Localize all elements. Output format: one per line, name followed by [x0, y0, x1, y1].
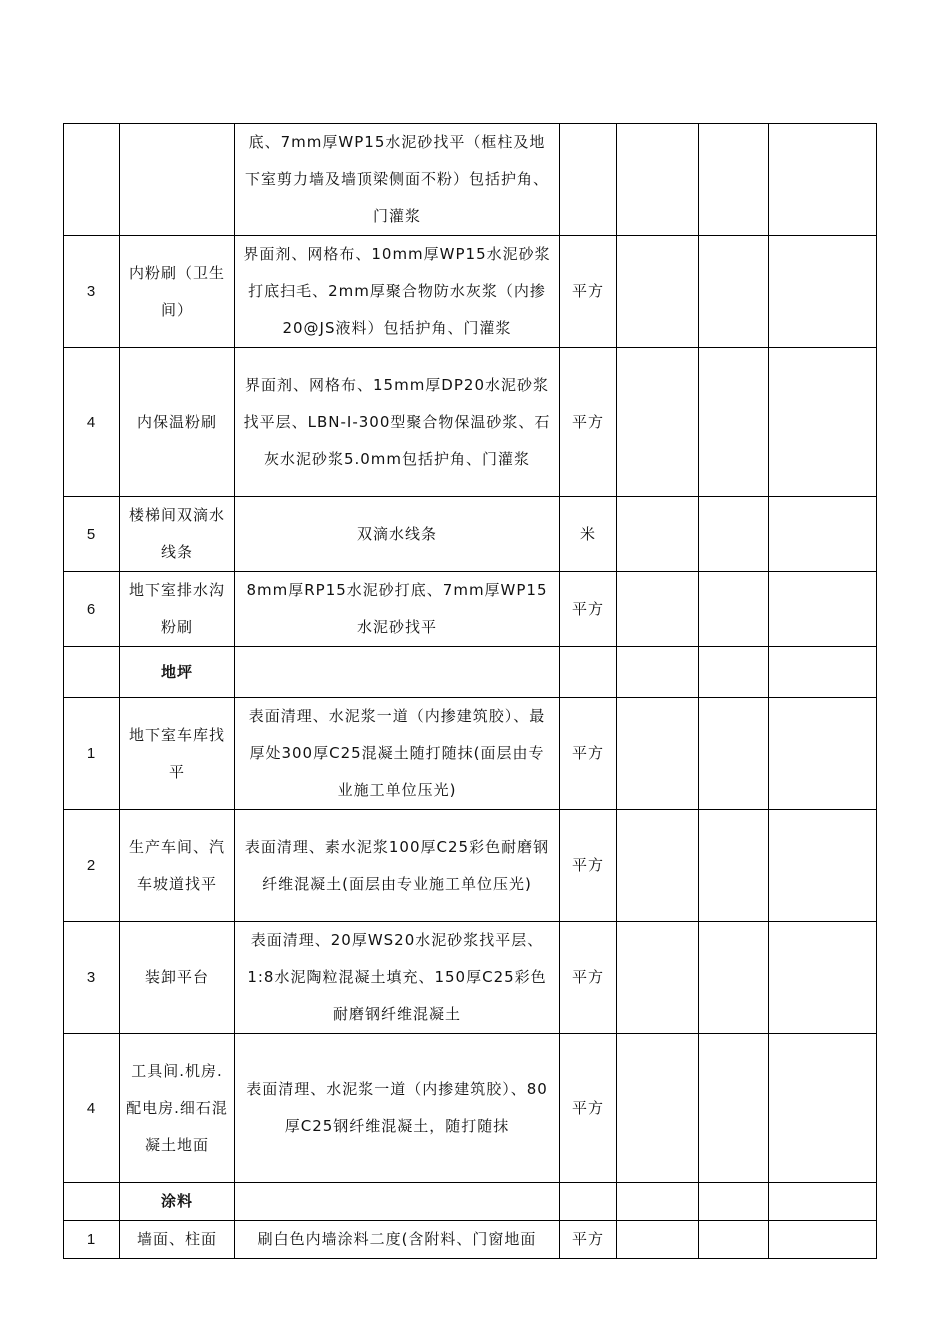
empty-cell: [617, 348, 699, 497]
item-name: 地下室车库找平: [120, 698, 235, 810]
item-number: 1: [64, 1221, 120, 1259]
empty-cell: [699, 922, 769, 1034]
item-unit: [560, 1183, 617, 1221]
item-number: [64, 1183, 120, 1221]
item-unit: 平方: [560, 236, 617, 348]
table-row: [64, 124, 877, 236]
item-number: 5: [64, 497, 120, 572]
table-row: [64, 698, 877, 810]
item-unit: [560, 124, 617, 236]
empty-cell: [699, 647, 769, 698]
section-row: [64, 1183, 877, 1221]
item-unit: 平方: [560, 810, 617, 922]
empty-cell: [699, 1183, 769, 1221]
empty-cell: [769, 1183, 877, 1221]
section-row: [64, 647, 877, 698]
empty-cell: [617, 124, 699, 236]
item-name: 地下室排水沟粉刷: [120, 572, 235, 647]
empty-cell: [617, 236, 699, 348]
table-row: [64, 572, 877, 647]
empty-cell: [769, 647, 877, 698]
item-number: 6: [64, 572, 120, 647]
item-description: 表面清理、20厚WS20水泥砂浆找平层、1:8水泥陶粒混凝土填充、150厚C25彩色耐磨钢纤维混凝土: [235, 922, 560, 1034]
section-heading: 地坪: [120, 647, 235, 698]
table-row: [64, 497, 877, 572]
item-description: 双滴水线条: [235, 497, 560, 572]
empty-cell: [617, 572, 699, 647]
item-number: [64, 124, 120, 236]
item-name: 楼梯间双滴水线条: [120, 497, 235, 572]
empty-cell: [699, 810, 769, 922]
item-description: [235, 1183, 560, 1221]
empty-cell: [769, 1221, 877, 1259]
item-unit: [560, 647, 617, 698]
table-row: [64, 236, 877, 348]
item-description: 底、7mm厚WP15水泥砂找平（框柱及地下室剪力墙及墙顶梁侧面不粉）包括护角、门灌浆: [235, 124, 560, 236]
empty-cell: [769, 922, 877, 1034]
item-number: 4: [64, 1034, 120, 1183]
item-description: 表面清理、水泥浆一道（内掺建筑胶）、最厚处300厚C25混凝土随打随抹(面层由专业施工单位压光): [235, 698, 560, 810]
table-row: [64, 922, 877, 1034]
item-unit: 米: [560, 497, 617, 572]
empty-cell: [699, 497, 769, 572]
empty-cell: [769, 236, 877, 348]
table-row: [64, 1221, 877, 1259]
empty-cell: [617, 1221, 699, 1259]
item-description: 界面剂、网格布、10mm厚WP15水泥砂浆打底扫毛、2mm厚聚合物防水灰浆（内掺20@JS液料）包括护角、门灌浆: [235, 236, 560, 348]
item-number: 3: [64, 922, 120, 1034]
empty-cell: [769, 348, 877, 497]
empty-cell: [699, 1221, 769, 1259]
table-row: [64, 810, 877, 922]
empty-cell: [699, 124, 769, 236]
item-description: 界面剂、网格布、15mm厚DP20水泥砂浆找平层、LBN-I-300型聚合物保温砂浆、石灰水泥砂浆5.0mm包括护角、门灌浆: [235, 348, 560, 497]
item-name: 工具间.机房.配电房.细石混凝土地面: [120, 1034, 235, 1183]
empty-cell: [769, 572, 877, 647]
item-unit: 平方: [560, 1034, 617, 1183]
item-description: 表面清理、素水泥浆100厚C25彩色耐磨钢纤维混凝土(面层由专业施工单位压光): [235, 810, 560, 922]
empty-cell: [617, 647, 699, 698]
empty-cell: [769, 1034, 877, 1183]
empty-cell: [699, 1034, 769, 1183]
empty-cell: [617, 1183, 699, 1221]
item-name: 墙面、柱面: [120, 1221, 235, 1259]
item-number: 1: [64, 698, 120, 810]
empty-cell: [617, 698, 699, 810]
table-row: [64, 1034, 877, 1183]
item-description: 8mm厚RP15水泥砂打底、7mm厚WP15水泥砂找平: [235, 572, 560, 647]
table-row: [64, 348, 877, 497]
item-unit: 平方: [560, 1221, 617, 1259]
empty-cell: [617, 497, 699, 572]
item-number: [64, 647, 120, 698]
item-number: 3: [64, 236, 120, 348]
empty-cell: [699, 572, 769, 647]
empty-cell: [617, 810, 699, 922]
item-description: [235, 647, 560, 698]
item-description: 刷白色内墙涂料二度(含附料、门窗地面: [235, 1221, 560, 1259]
item-name: 内保温粉刷: [120, 348, 235, 497]
empty-cell: [769, 810, 877, 922]
item-number: 2: [64, 810, 120, 922]
empty-cell: [617, 922, 699, 1034]
item-unit: 平方: [560, 922, 617, 1034]
item-unit: 平方: [560, 572, 617, 647]
work-items-table: [63, 123, 877, 1259]
item-number: 4: [64, 348, 120, 497]
item-name: 生产车间、汽车坡道找平: [120, 810, 235, 922]
item-name: 装卸平台: [120, 922, 235, 1034]
item-unit: 平方: [560, 698, 617, 810]
empty-cell: [699, 348, 769, 497]
item-unit: 平方: [560, 348, 617, 497]
empty-cell: [769, 124, 877, 236]
empty-cell: [769, 497, 877, 572]
empty-cell: [699, 236, 769, 348]
item-name: 内粉刷（卫生间）: [120, 236, 235, 348]
section-heading: 涂料: [120, 1183, 235, 1221]
item-name: [120, 124, 235, 236]
empty-cell: [617, 1034, 699, 1183]
empty-cell: [769, 698, 877, 810]
empty-cell: [699, 698, 769, 810]
item-description: 表面清理、水泥浆一道（内掺建筑胶）、80厚C25钢纤维混凝土，随打随抹: [235, 1034, 560, 1183]
